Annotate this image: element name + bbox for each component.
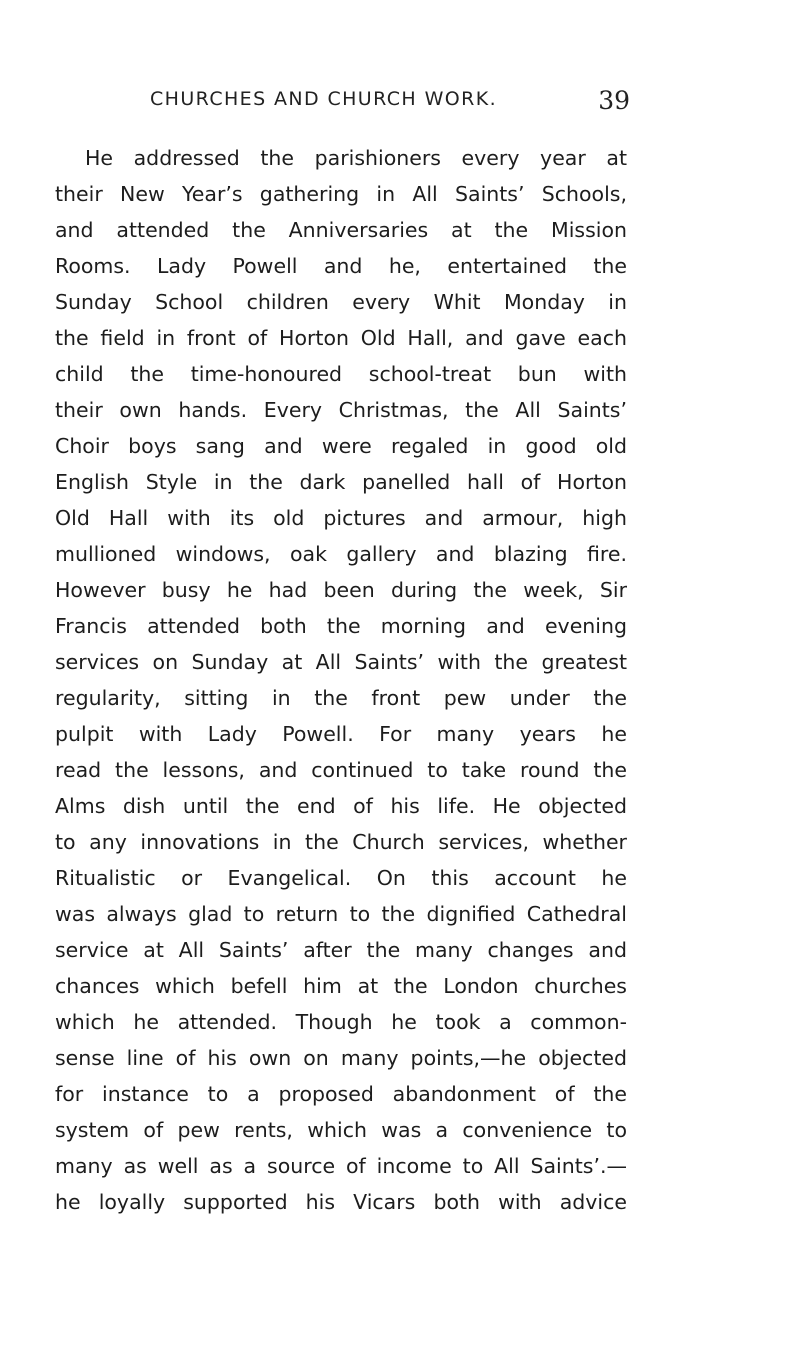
text-line: However busy he had been during the week, Sir <box>55 578 627 602</box>
text-line: services on Sunday at All Saints’ with the greatest <box>55 650 627 674</box>
text-line: the field in front of Horton Old Hall, and gave each <box>55 326 627 350</box>
text-line: for instance to a proposed abandonment of the <box>55 1082 627 1106</box>
text-line: their own hands. Every Christmas, the All Saints’ <box>55 398 627 422</box>
text-line: he loyally supported his Vicars both with advice <box>55 1190 627 1214</box>
text-line: and attended the Anniversaries at the Mission <box>55 218 627 242</box>
text-line: chances which befell him at the London churches <box>55 974 627 998</box>
text-line: sense line of his own on many points,—he objected <box>55 1046 627 1070</box>
text-line: read the lessons, and continued to take round the <box>55 758 627 782</box>
text-line: English Style in the dark panelled hall of Horton <box>55 470 627 494</box>
page-header <box>150 88 630 122</box>
text-line: to any innovations in the Church services, whether <box>55 830 627 854</box>
text-line: many as well as a source of income to All Saints’.— <box>55 1154 627 1178</box>
text-line: their New Year’s gathering in All Saints’ Schools, <box>55 182 627 206</box>
text-line: Francis attended both the morning and evening <box>55 614 627 638</box>
body-paragraph <box>55 140 627 1220</box>
text-line: which he attended. Though he took a common- <box>55 1010 627 1034</box>
text-line: was always glad to return to the dignified Cathedral <box>55 902 627 926</box>
text-line: service at All Saints’ after the many changes and <box>55 938 627 962</box>
text-line: pulpit with Lady Powell. For many years he <box>55 722 627 746</box>
running-title: CHURCHES AND CHURCH WORK. <box>150 88 498 110</box>
text-line: Alms dish until the end of his life. He objected <box>55 794 627 818</box>
text-line: Choir boys sang and were regaled in good old <box>55 434 627 458</box>
text-line: child the time-honoured school-treat bun with <box>55 362 627 386</box>
text-line: regularity, sitting in the front pew under the <box>55 686 627 710</box>
text-line: Old Hall with its old pictures and armour, high <box>55 506 627 530</box>
text-line: He addressed the parishioners every year at <box>85 146 627 170</box>
text-line: system of pew rents, which was a convenience to <box>55 1118 627 1142</box>
page-number: 39 <box>598 86 630 115</box>
text-line: mullioned windows, oak gallery and blazing fire. <box>55 542 627 566</box>
text-line: Rooms. Lady Powell and he, entertained the <box>55 254 627 278</box>
text-line: Ritualistic or Evangelical. On this account he <box>55 866 627 890</box>
text-line: Sunday School children every Whit Monday in <box>55 290 627 314</box>
